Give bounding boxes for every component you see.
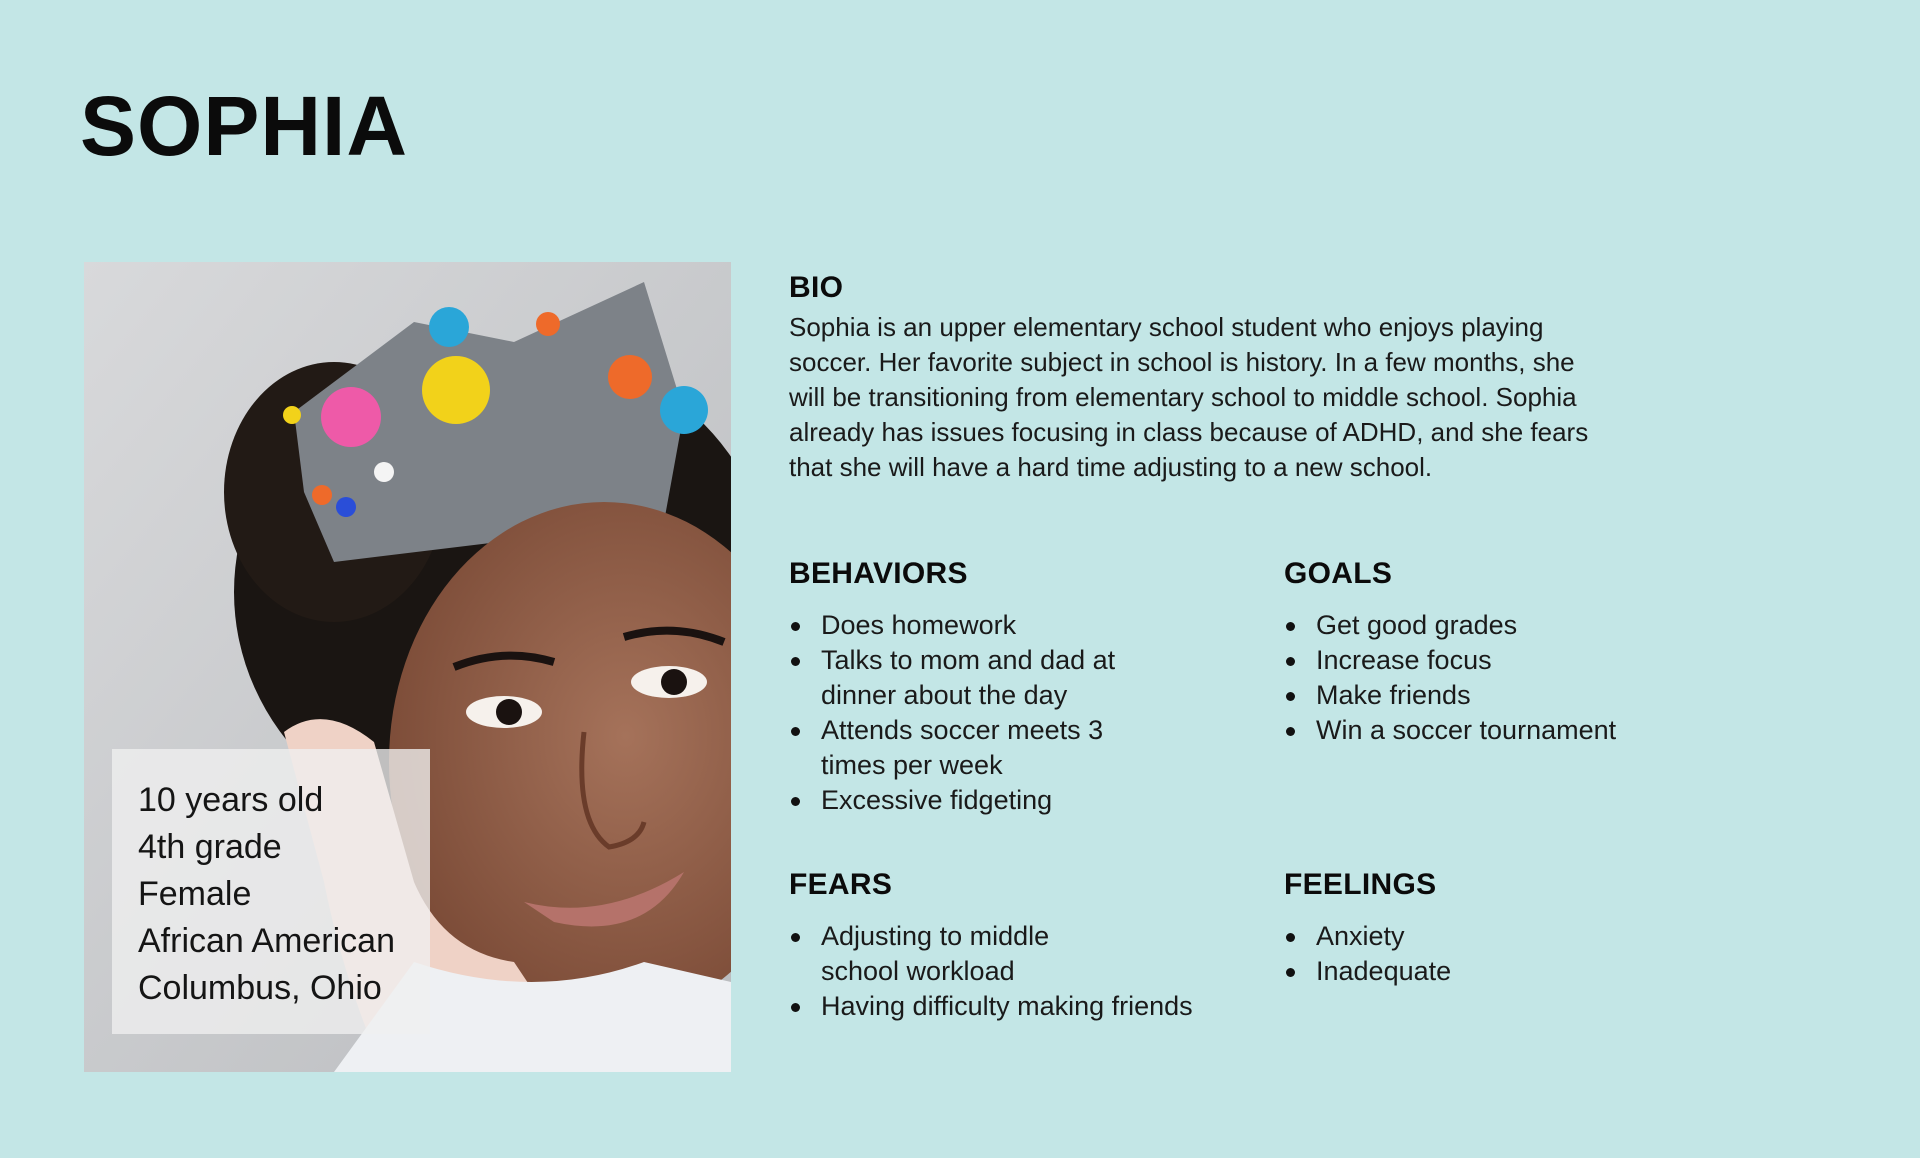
goals-list [1284,608,1616,748]
fears-list [789,919,1241,1024]
fears-section [789,867,1241,1024]
behaviors-section [789,556,1151,818]
list-item: Anxiety [1284,919,1451,954]
goals-section [1284,556,1616,748]
list-item: Excessive fidgeting [789,783,1151,818]
behaviors-list [789,608,1151,818]
bio-text: Sophia is an upper elementary school student who enjoys playing soccer. Her favorite subject in school is history. In a few months, she will be transitioning from elementary school to middle school. Sophia already has issues focusing in class because of ADHD, and she fears that she will have a hard time adjusting to a new school. [789,312,1589,482]
list-item: Having difficulty making friends [789,989,1241,1024]
feelings-heading: FEELINGS [1284,868,1437,901]
list-item: Make friends [1284,678,1616,713]
demographic-location: Columbus, Ohio [138,969,382,1007]
list-item: Increase focus [1284,643,1616,678]
goals-heading: GOALS [1284,557,1393,590]
demographics-box [112,749,430,1034]
list-item: Talks to mom and dad at dinner about the day [789,643,1151,713]
demographic-grade: 4th grade [138,828,282,866]
persona-photo [84,262,731,1072]
list-item: Attends soccer meets 3 times per week [789,713,1151,783]
list-item: Win a soccer tournament [1284,713,1616,748]
demographic-gender: Female [138,875,252,913]
bio-heading: BIO [789,271,844,304]
fears-heading: FEARS [789,868,893,901]
list-item: Inadequate [1284,954,1451,989]
list-item: Get good grades [1284,608,1616,643]
demographic-age: 10 years old [138,781,324,819]
behaviors-heading: BEHAVIORS [789,557,968,590]
feelings-section [1284,867,1451,989]
persona-name: SOPHIA [80,79,409,173]
list-item: Does homework [789,608,1151,643]
list-item: Adjusting to middle school workload [789,919,1091,989]
demographic-ethnicity: African American [138,922,395,960]
bio-section [789,270,1609,485]
feelings-list [1284,919,1451,989]
